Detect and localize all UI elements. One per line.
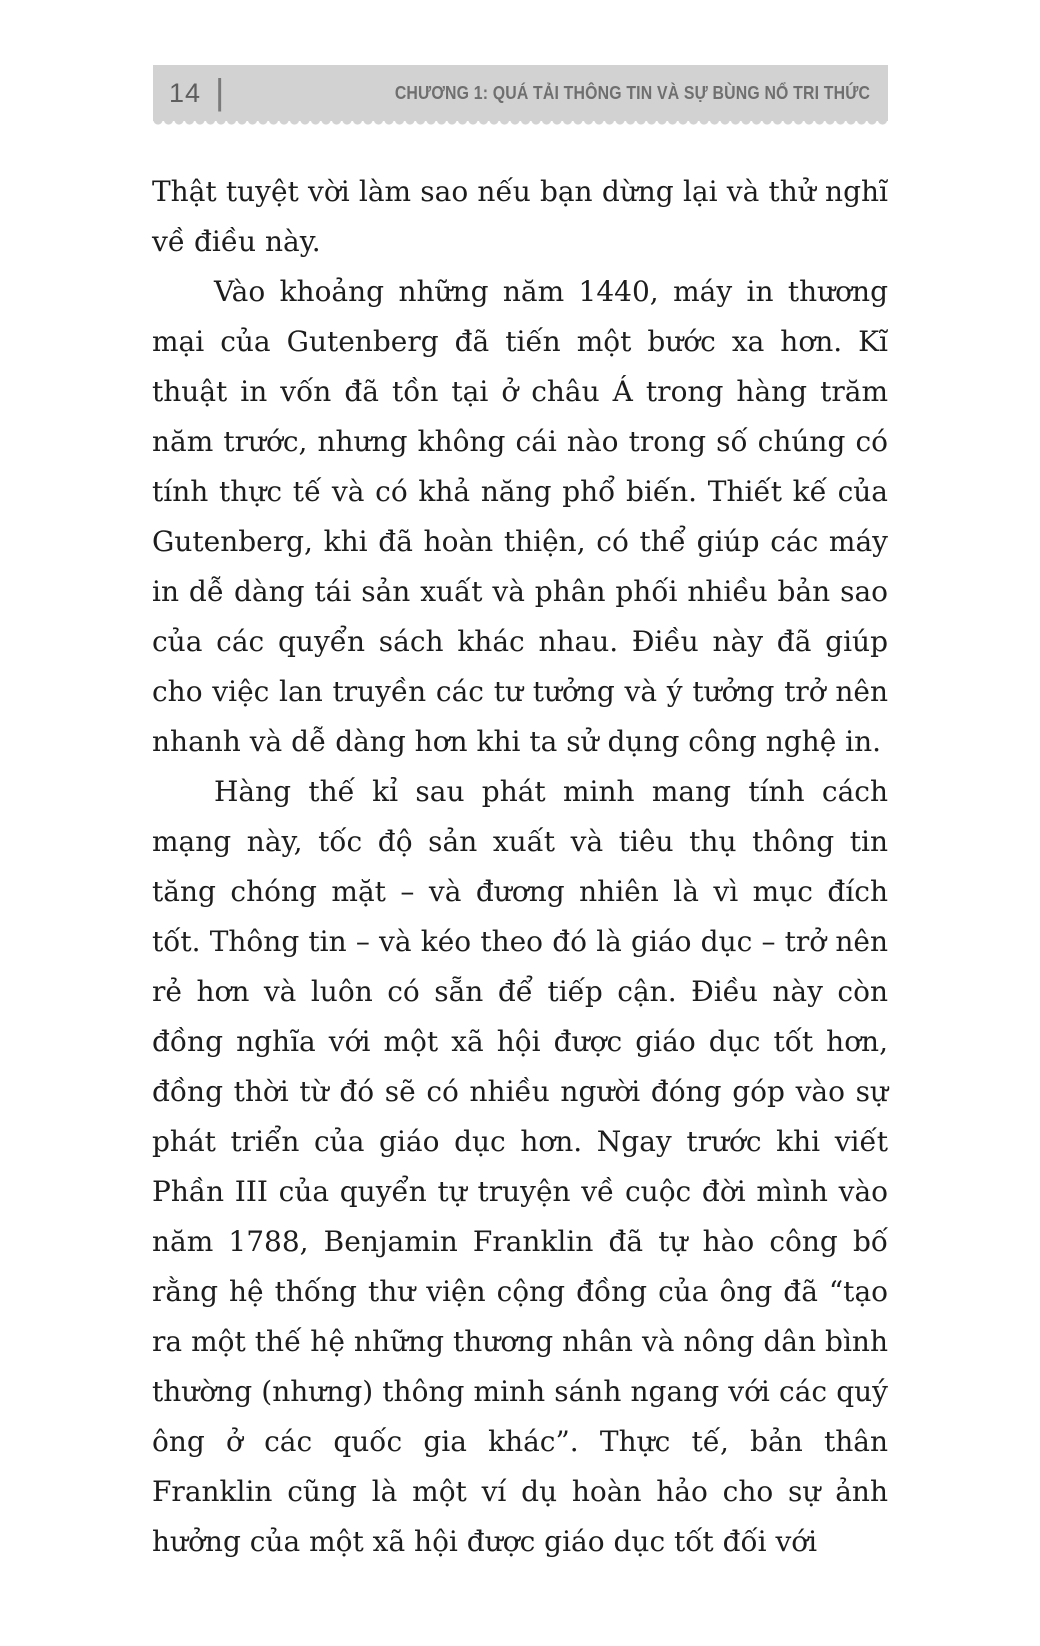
paragraph-3: Hàng thế kỉ sau phát minh mang tính cách mạng này, tốc độ sản xuất và tiêu thụ thông tin tăng chóng mặt – và đương nhiên là vì mục đích tốt. Thông tin – và kéo theo đó là giáo dục – trở nên rẻ hơn và luôn có sẵn để tiếp cận. Điều này còn đồng nghĩa với một xã hội được giáo dục tốt hơn, đồng thời từ đó sẽ có nhiều người đóng góp vào sự phát triển của giáo dục hơn. Ngay trước khi viết Phần III của quyển tự truyện về cuộc đời mình vào năm 1788, Benjamin Franklin đã tự hào công bố rằng hệ thống thư viện cộng đồng của ông đã “tạo ra một thế hệ những thương nhân và nông dân bình thường (nhưng) thông minh sánh ngang với các quý ông ở các quốc gia khác”. Thực tế, bản thân Franklin cũng là một ví dụ hoàn hảo cho sự ảnh hưởng của một xã hội được giáo dục tốt đối với	[152, 775, 888, 1558]
header-band	[153, 65, 888, 121]
paragraph-2: Vào khoảng những năm 1440, máy in thương mại của Gutenberg đã tiến một bước xa hơn. Kĩ thuật in vốn đã tồn tại ở châu Á trong hàng trăm năm trước, nhưng không cái nào trong số chúng có tính thực tế và có khả năng phổ biến. Thiết kế của Gutenberg, khi đã hoàn thiện, có thể giúp các máy in dễ dàng tái sản xuất và phân phối nhiều bản sao của các quyển sách khác nhau. Điều này đã giúp cho việc lan truyền các tư tưởng và ý tưởng trở nên nhanh và dễ dàng hơn khi ta sử dụng công nghệ in.	[152, 275, 888, 758]
page-number-group	[169, 71, 225, 112]
chapter-title: CHƯƠNG 1: QUÁ TẢI THÔNG TIN VÀ SỰ BÙNG NỔ TRI THỨC	[394, 82, 870, 103]
page-number-divider: |	[215, 71, 225, 112]
perforated-edge	[153, 121, 888, 127]
page-body	[152, 167, 888, 1567]
page-number: 14	[169, 77, 202, 108]
paragraph-1: Thật tuyệt vời làm sao nếu bạn dừng lại và thử nghĩ về điều này.	[152, 175, 888, 258]
page-header	[153, 65, 888, 127]
